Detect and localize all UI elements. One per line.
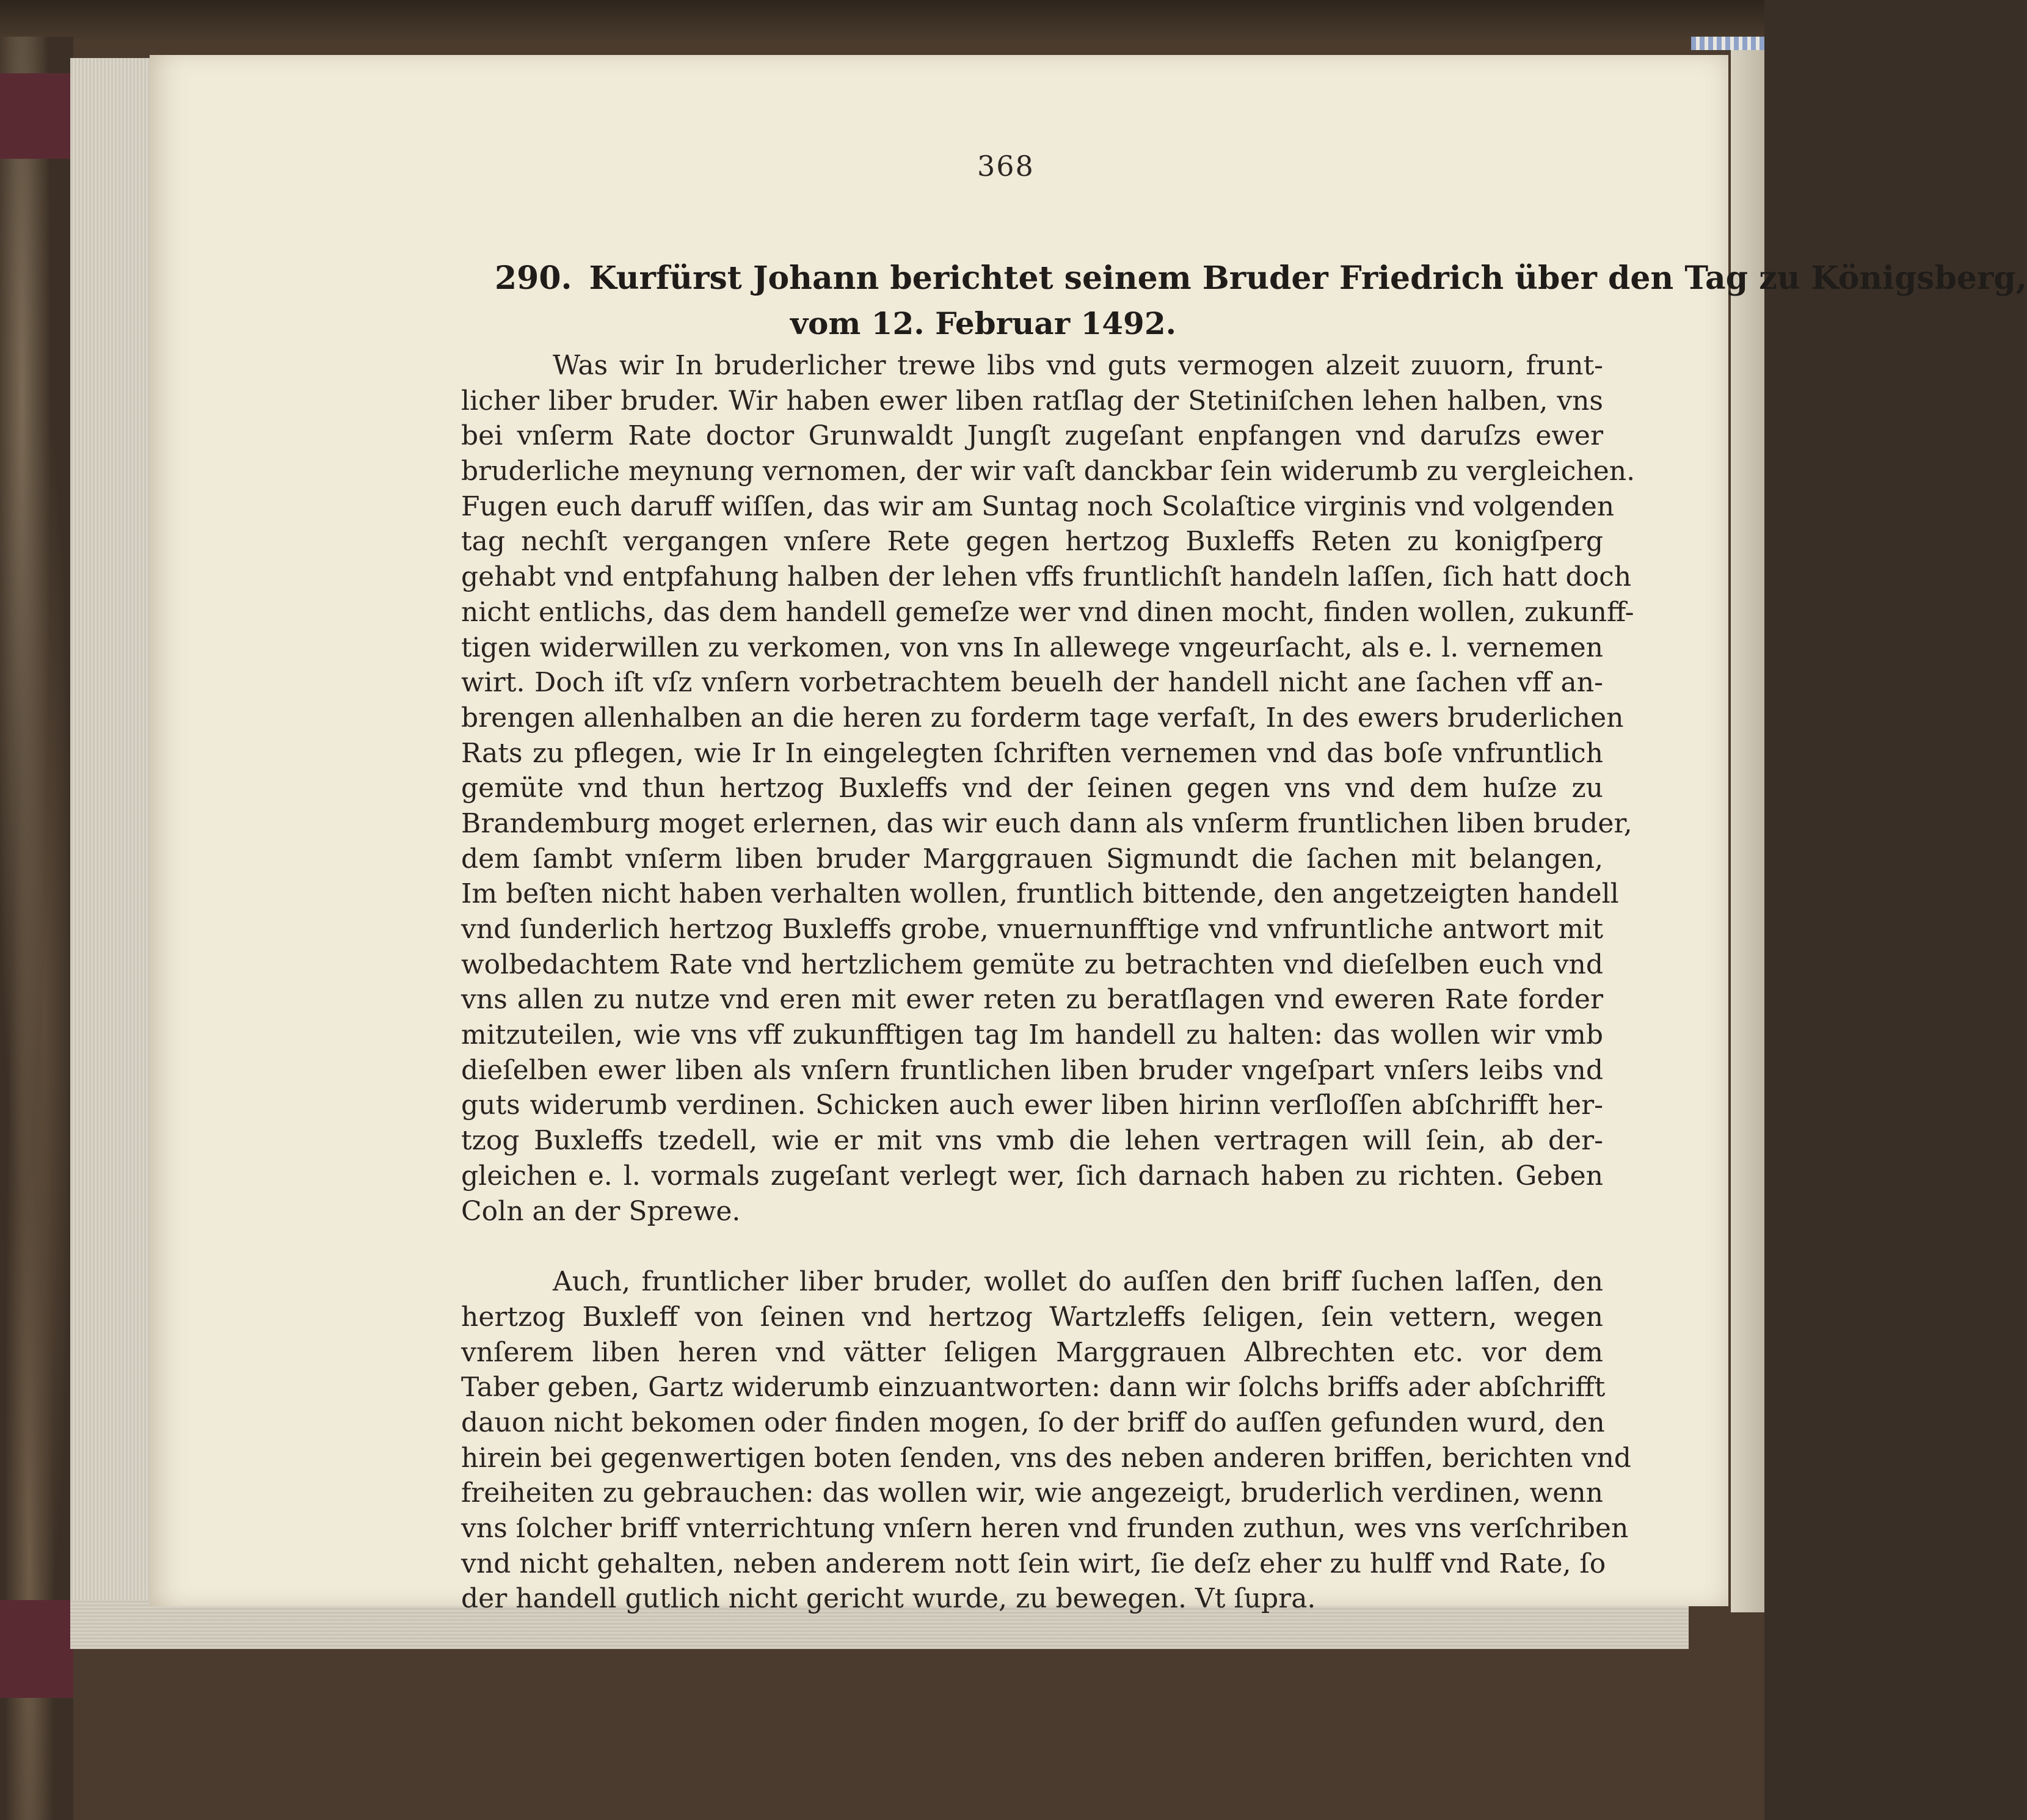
text-line: vnſerem liben heren vnd vätter ſeligen Marggrauen Albrechten etc. vor dem: [461, 1336, 1603, 1368]
paragraph-1: [461, 348, 1636, 1229]
text-line: Rats zu pflegen, wie Ir In eingelegten ſchriften vernemen vnd das boſe vnfruntlich: [461, 737, 1603, 769]
text-line: Taber geben, Gartz widerumb einzuantworten: dann wir ſolchs briffs ader abſchrifft: [461, 1372, 1606, 1403]
marbled-cover: [0, 37, 73, 1820]
text-line: Auch, fruntlicher liber bruder, wollet do auſſen den briff ſuchen laſſen, den: [553, 1266, 1603, 1298]
text-line: guts widerumb verdinen. Schicken auch ewer liben hirinn verſloſſen abſchrifft her-: [461, 1090, 1603, 1121]
text-line: mitzuteilen, wie vns vff zukunfftigen tag Im handell zu halten: das wollen wir vmb: [461, 1019, 1603, 1051]
cover-leather-band: [0, 73, 73, 159]
text-line: Brandemburg moget erlernen, das wir euch dann als vnſerm fruntlichen liben bruder,: [461, 807, 1632, 839]
text-line: wolbedachtem Rate vnd hertzlichem gemüte zu betrachten vnd dieſelben euch vnd: [461, 948, 1603, 980]
text-line: freiheiten zu gebrauchen: das wollen wir, wie angezeigt, bruderlich verdinen, wenn: [461, 1477, 1603, 1509]
binding-thread: [1691, 37, 1764, 50]
text-line: dauon nicht bekomen oder finden mogen, ſo der briff do auſſen gefunden wurd, den: [461, 1407, 1605, 1438]
text-line: tigen widerwillen zu verkomen, von vns In allewege vngeurſacht, als e. l. vernemen: [461, 632, 1603, 663]
heading-date: vom 12. Februar 1492.: [790, 305, 1177, 341]
text-line: vnd nicht gehalten, neben anderem nott ſein wirt, ſie deſz eher zu hulff vnd Rate, ſo: [461, 1548, 1606, 1579]
heading-line-1: [495, 260, 2027, 297]
document-body: [461, 348, 1636, 1617]
text-line: bruderliche meynung vernomen, der wir vaſt danckbar ſein widerumb zu vergleichen.: [461, 456, 1636, 487]
text-line: gleichen e. l. vormals zugeſant verlegt wer, ſich darnach haben zu richten. Geben: [461, 1160, 1603, 1192]
text-line: dem ſambt vnſerm liben bruder Marggrauen Sigmundt die ſachen mit belangen,: [461, 843, 1603, 875]
text-line: bei vnſerm Rate doctor Grunwaldt Jungſt zugeſant enpfangen vnd daruſzs ewer: [461, 420, 1603, 452]
text-line: licher liber bruder. Wir haben ewer liben ratſlag der Stetiniſchen lehen halben, vns: [461, 385, 1603, 417]
text-line: gemüte vnd thun hertzog Buxleffs vnd der ſeinen gegen vns vnd dem huſze zu: [461, 773, 1603, 804]
text-line: tag nechſt vergangen vnſere Rete gegen hertzog Buxleffs Reten zu konigſperg: [461, 526, 1603, 558]
book-cover-top: [0, 0, 1764, 43]
paragraph-2: [461, 1264, 1631, 1617]
text-line: Was wir In bruderlicher trewe libs vnd guts vermogen alzeit zuuorn, frunt-: [553, 350, 1603, 381]
document-number: 290.: [495, 260, 572, 297]
heading-title: Kurfürst Johann berichtet seinem Bruder Friedrich über den Tag zu Königsberg,: [589, 260, 2027, 297]
paragraph-gap: [461, 1229, 1603, 1264]
text-line: vns ſolcher briff vnterrichtung vnſern heren vnd frunden zuthun, wes vns verſchriben: [461, 1513, 1629, 1544]
text-line: brengen allenhalben an die heren zu forderm tage verfaſt, In des ewers bruderlichen: [461, 702, 1624, 733]
cover-leather-band: [0, 1600, 73, 1698]
text-line: dieſelben ewer liben als vnſern fruntlichen liben bruder vngeſpart vnſers leibs vnd: [461, 1054, 1603, 1086]
text-line: hertzog Buxleff von ſeinen vnd hertzog Wartzleffs ſeligen, ſein vettern, wegen: [461, 1301, 1603, 1333]
page-number: 368: [977, 150, 1035, 183]
text-line: der handell gutlich nicht gericht wurde, zu bewegen. Vt ſupra.: [461, 1583, 1316, 1615]
text-line: nicht entlichs, das dem handell gemeſze wer vnd dinen mocht, finden wollen, zukunff-: [461, 596, 1634, 628]
text-line: Coln an der Sprewe.: [461, 1195, 741, 1227]
text-line: vnd ſunderlich hertzog Buxleffs grobe, vnuernunfftige vnd vnfruntliche antwort mit: [461, 914, 1603, 945]
text-line: hirein bei gegenwertigen boten ſenden, vns des neben anderen briffen, berichten vnd: [461, 1442, 1631, 1474]
text-line: vns allen zu nutze vnd eren mit ewer reten zu beratſlagen vnd eweren Rate forder: [461, 984, 1603, 1016]
text-line: Im beſten nicht haben verhalten wollen, fruntlich bittende, den angetzeigten handell: [461, 878, 1619, 910]
text-line: tzog Buxleffs tzedell, wie er mit vns vmb die lehen vertragen will ſein, ab der-: [461, 1125, 1603, 1157]
text-line: Fugen euch daruff wiſſen, das wir am Suntag noch Scolaſtice virginis vnd volgenden: [461, 490, 1615, 522]
document-heading: [495, 260, 2027, 341]
text-line: wirt. Doch iſt vſz vnſern vorbetrachtem beuelh der handell nicht ane ſachen vff an-: [461, 667, 1603, 699]
text-line: gehabt vnd entpfahung halben der lehen vffs fruntlichſt handeln laſſen, ſich hatt doch: [461, 561, 1632, 593]
page-stack-edge: [70, 58, 153, 1615]
